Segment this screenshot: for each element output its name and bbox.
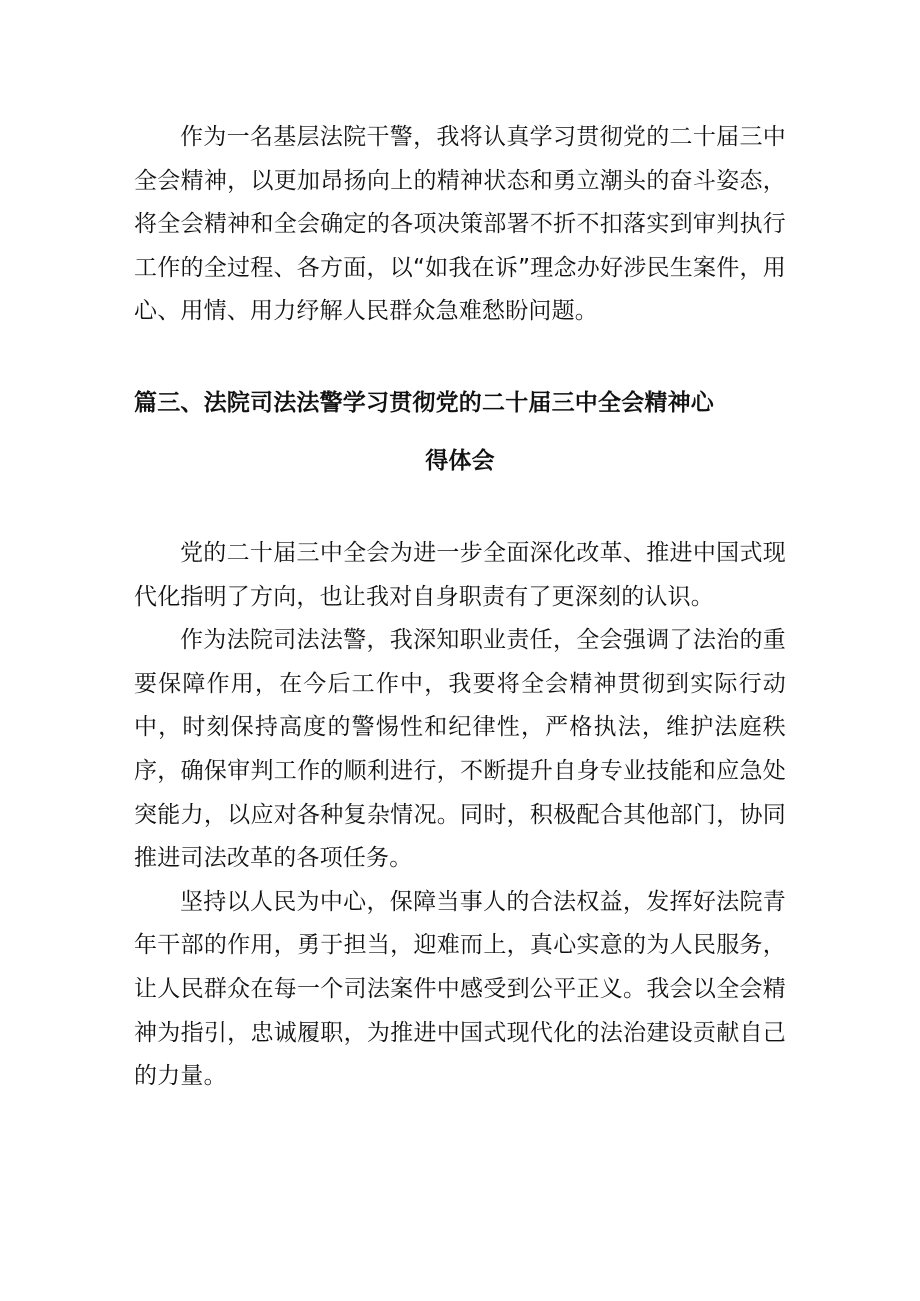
paragraph-1: 党的二十届三中全会为进一步全面深化改革、推进中国式现代化指明了方向，也让我对自身职责有了更深刻的认识。 xyxy=(134,539,786,610)
paragraph-intro: 作为一名基层法院干警，我将认真学习贯彻党的二十届三中全会精神，以更加昂扬向上的精神状态和勇立潮头的奋斗姿态，将全会精神和全会确定的各项决策部署不折不扣落实到审判执行工作的全过程、各方面，以“如我在诉”理念办好涉民生案件，用心、用情、用力纾解人民群众急难愁盼问题。 xyxy=(134,124,786,325)
section-title-line-1: 篇三、法院司法法警学习贯彻党的二十届三中全会精神心 xyxy=(134,389,714,416)
section-title-line-2: 得体会 xyxy=(425,447,495,474)
paragraph-2: 作为法院司法法警，我深知职业责任，全会强调了法治的重要保障作用，在今后工作中，我要将全会精神贯彻到实际行动中，时刻保持高度的警惕性和纪律性，严格执法，维护法庭秩序，确保审判工作的顺利进行，不断提升自身专业技能和应急处突能力，以应对各种复杂情况。同时，积极配合其他部门，协同推进司法改革的各项任务。 xyxy=(134,627,786,872)
paragraph-3: 坚持以人民为中心，保障当事人的合法权益，发挥好法院青年干部的作用，勇于担当，迎难而上，真心实意的为人民服务，让人民群众在每一个司法案件中感受到公平正义。我会以全会精神为指引，忠诚履职，为推进中国式现代化的法治建设贡献自己的力量。 xyxy=(134,888,786,1090)
document-body xyxy=(134,116,786,1099)
